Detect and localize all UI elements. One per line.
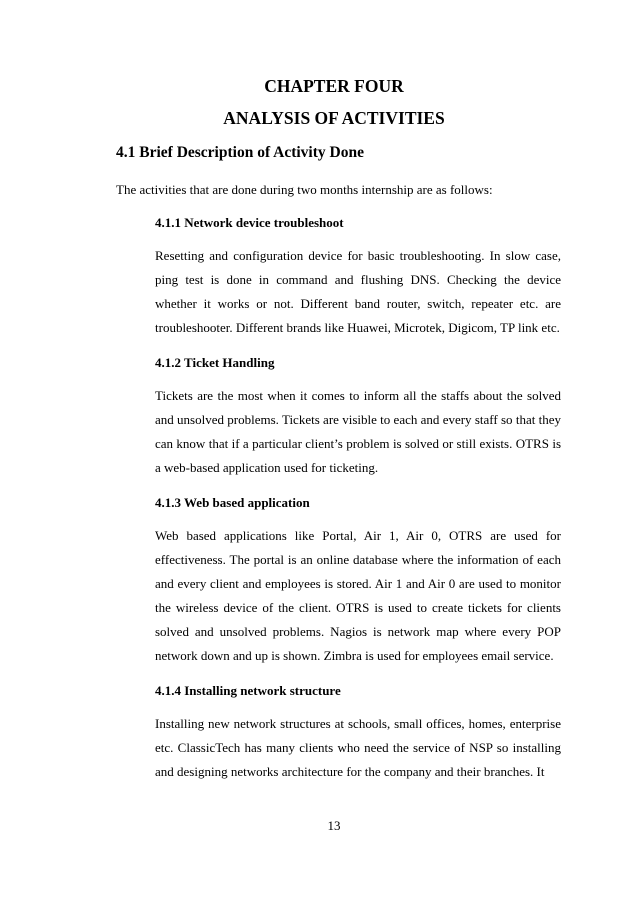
chapter-title: CHAPTER FOUR: [264, 76, 404, 96]
chapter-subtitle: ANALYSIS OF ACTIVITIES: [223, 108, 445, 128]
subsection-ticket-handling: [155, 354, 561, 480]
subsection-body: Tickets are the most when it comes to inform all the staffs about the solved and unsolved problems. Tickets are visible to each and every staff so that they can know that if a particular client’s problem is solved or still exists. OTRS is a web-based application used for ticketing.: [155, 388, 561, 475]
subsection-heading: 4.1.4 Installing network structure: [155, 683, 341, 698]
subsection-body: Resetting and configuration device for basic troubleshooting. In slow case, ping test is done in command and flushing DNS. Checking the device whether it works or not. Different band router, switch, repeater etc. are troubleshooter. Different brands like Huawei, Microtek, Digicom, TP link etc.: [155, 248, 561, 335]
section-heading: 4.1 Brief Description of Activity Done: [116, 144, 364, 161]
subsection-heading: 4.1.2 Ticket Handling: [155, 355, 275, 370]
page-number: 13: [327, 818, 341, 833]
subsection-heading: 4.1.1 Network device troubleshoot: [155, 215, 344, 230]
subsection-heading: 4.1.3 Web based application: [155, 495, 310, 510]
section-intro: The activities that are done during two months internship are as follows:: [116, 182, 493, 197]
subsection-installing-network-structure: [155, 682, 561, 784]
subsection-body: Installing new network structures at schools, small offices, homes, enterprise etc. ClassicTech has many clients who need the service of NSP so installing and designing networks architecture for the company and their branches. It: [155, 716, 561, 779]
subsection-body: Web based applications like Portal, Air 1, Air 0, OTRS are used for effectiveness. The portal is an online database where the information of each and every client and employees is stored. Air 1 and Air 0 are used to monitor the wireless device of the client. OTRS is used to create tickets for clients solved and unsolved problems. Nagios is network map where every POP network down and up is shown. Zimbra is used for employees email service.: [155, 528, 561, 663]
subsection-network-device-troubleshoot: [155, 214, 561, 340]
subsection-web-based-application: [155, 494, 561, 668]
subsection-list: [155, 214, 561, 798]
